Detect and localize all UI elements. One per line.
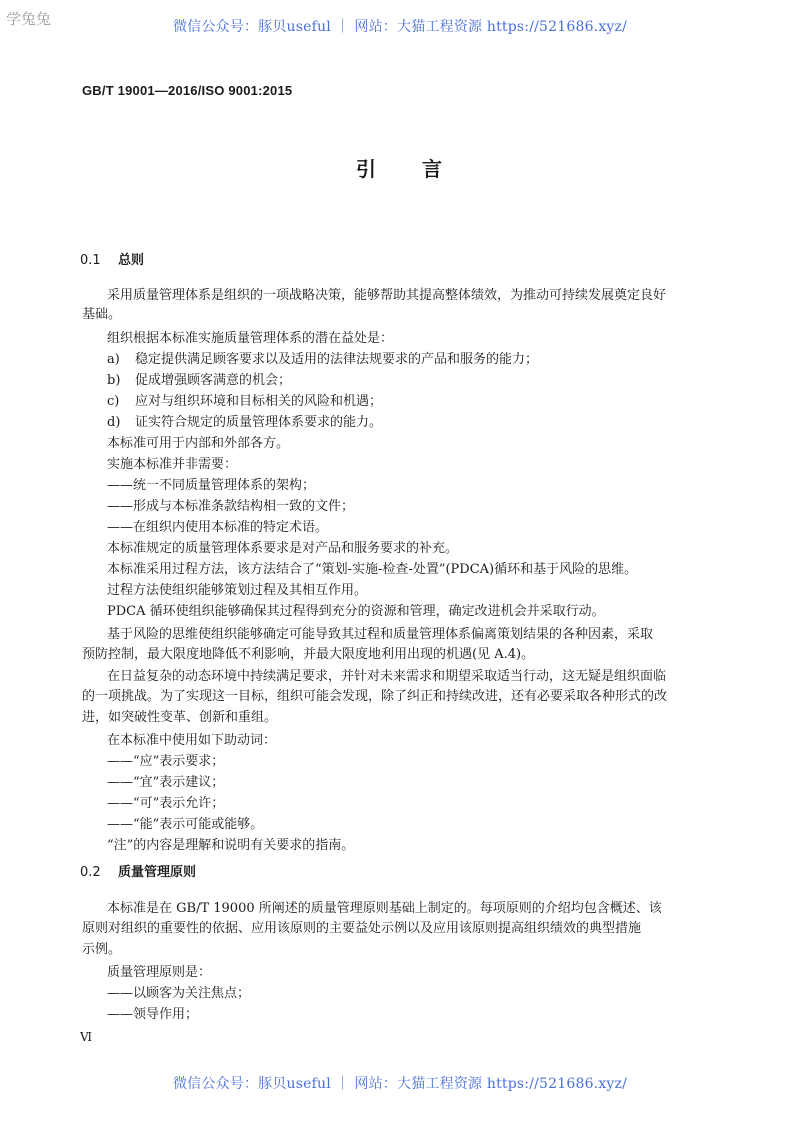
paragraph: 本标准规定的质量管理体系要求是对产品和服务要求的补充。 (107, 541, 459, 556)
section-title: 质量管理原则 (118, 865, 197, 880)
paragraph: PDCA 循环使组织能够确保其过程得到充分的资源和管理，确定改进机会并采取行动。 (107, 604, 605, 619)
page-title: 引 言 (356, 157, 444, 181)
paragraph-line: 本标准是在 GB/T 19000 所阐述的质量管理原则基础上制定的。每项原则的介绍均包含概述、该 (107, 901, 662, 916)
dash-item: ——“能”表示可能或能够。 (107, 817, 264, 832)
paragraph: 质量管理原则是： (107, 965, 212, 980)
dash-item: ——形成与本标准条款结构相一致的文件； (107, 499, 355, 514)
paragraph: 过程方法使组织能够策划过程及其相互作用。 (107, 583, 368, 598)
list-text: 证实符合规定的质量管理体系要求的能力。 (135, 415, 383, 430)
paragraph: 在本标准中使用如下助动词： (107, 733, 277, 748)
dash-item: ——“宜”表示建议； (107, 775, 225, 790)
paragraph-line: 预防控制，最大限度地降低不利影响，并最大限度地利用出现的机遇(见 A.4)。 (82, 647, 535, 662)
list-text: 稳定提供满足顾客要求以及适用的法律法规要求的产品和服务的能力； (135, 352, 539, 367)
dash-item: ——以顾客为关注焦点； (107, 986, 251, 1001)
dash-item: ——“应”表示要求； (107, 754, 225, 769)
paragraph-line: 进，如突破性变革、创新和重组。 (82, 710, 278, 725)
paragraph: “注”的内容是理解和说明有关要求的指南。 (107, 838, 355, 853)
paragraph-line: 基于风险的思维使组织能够确定可能导致其过程和质量管理体系偏离策划结果的各种因素，采取 (107, 627, 654, 642)
list-text: 促成增强顾客满意的机会； (135, 373, 292, 388)
list-label: c) (107, 394, 120, 409)
section-number: 0.1 (80, 253, 101, 268)
watermark-top: 微信公众号：豚贝useful ｜ 网站：大猫工程资源 https://521686.xyz/ (172, 19, 628, 35)
dash-item: ——在组织内使用本标准的特定术语。 (107, 520, 329, 535)
list-item (107, 393, 382, 411)
paragraph-line: 基础。 (82, 307, 122, 322)
section-number: 0.2 (80, 865, 101, 880)
dash-item: ——“可”表示允许； (107, 796, 225, 811)
list-item (107, 372, 291, 390)
paragraph-line: 在日益复杂的动态环境中持续满足要求，并针对未来需求和期望采取适当行动，这无疑是组织面临 (107, 669, 667, 684)
section-heading-0-1 (80, 252, 144, 270)
paragraph: 实施本标准并非需要： (107, 457, 238, 472)
watermark-bottom: 微信公众号：豚贝useful ｜ 网站：大猫工程资源 https://521686.xyz/ (172, 1076, 628, 1092)
paragraph-line: 示例。 (82, 942, 122, 957)
corner-logo: 学兔兔 (6, 10, 52, 28)
list-label: a) (107, 352, 120, 367)
paragraph-line: 的一项挑战。为了实现这一目标，组织可能会发现，除了纠正和持续改进，还有必要采取各种形式的改 (82, 689, 668, 704)
list-item (107, 414, 382, 432)
paragraph-line: 采用质量管理体系是组织的一项战略决策，能够帮助其提高整体绩效，为推动可持续发展奠定良好 (107, 288, 667, 303)
paragraph: 本标准可用于内部和外部各方。 (107, 436, 290, 451)
paragraph: 组织根据本标准实施质量管理体系的潜在益处是： (107, 331, 394, 346)
paragraph-line: 原则对组织的重要性的依据、应用该原则的主要益处示例以及应用该原则提高组织绩效的典型措施 (82, 921, 642, 936)
dash-item: ——统一不同质量管理体系的架构； (107, 478, 316, 493)
document-code: GB/T 19001—2016/ISO 9001:2015 (82, 83, 293, 98)
section-heading-0-2 (80, 864, 196, 882)
list-label: d) (107, 415, 121, 430)
section-title: 总则 (118, 253, 145, 268)
paragraph: 本标准采用过程方法，该方法结合了“策划-实施-检查-处置”(PDCA)循环和基于风险的思维。 (107, 562, 638, 577)
page-number: Ⅵ (80, 1030, 93, 1044)
list-text: 应对与组织环境和目标相关的风险和机遇； (135, 394, 383, 409)
list-label: b) (107, 373, 121, 388)
dash-item: ——领导作用； (107, 1007, 199, 1022)
list-item (107, 351, 538, 369)
